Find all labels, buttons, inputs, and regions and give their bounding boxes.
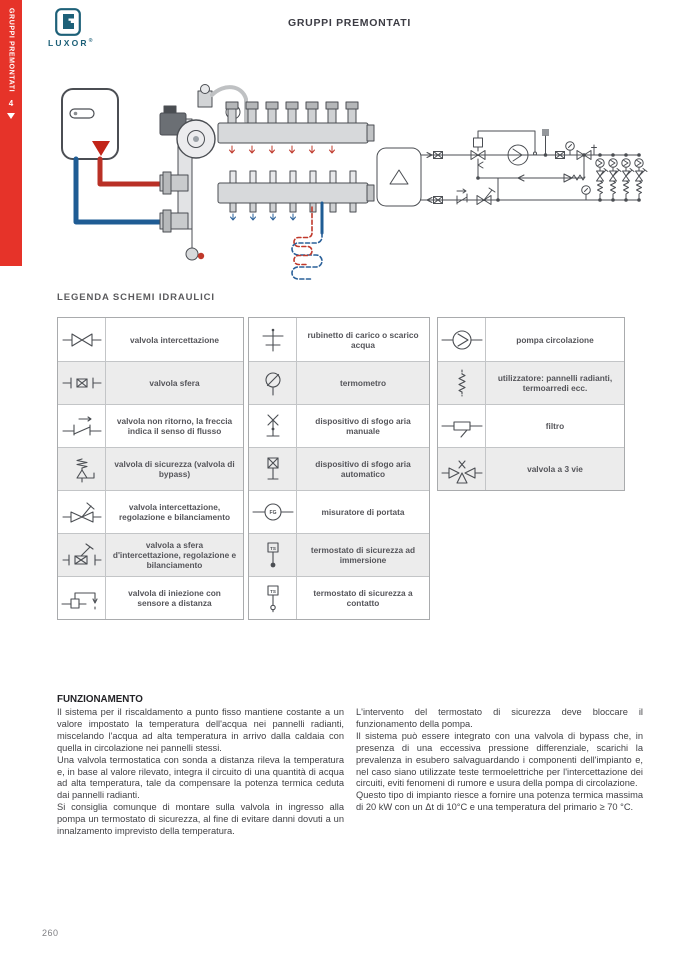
legend-row — [58, 447, 243, 490]
chapter-tab[interactable] — [0, 0, 22, 266]
legend-table-1 — [57, 317, 244, 620]
legend-label: filtro — [545, 421, 565, 431]
legend-label: valvola a sfera d'intercettazione, regolazione e bilanciamento — [112, 540, 237, 570]
funzionamento-heading: FUNZIONAMENTO — [57, 694, 143, 705]
radiant-circuits — [596, 154, 647, 202]
legend-row — [58, 576, 243, 619]
legend-heading: LEGENDA SCHEMI IDRAULICI — [57, 292, 215, 303]
legend-row — [249, 404, 429, 447]
legend-row — [58, 361, 243, 404]
funzionamento-column-right — [356, 707, 643, 814]
funzionamento-column-left — [57, 707, 344, 838]
manifold-illustration-image — [40, 83, 375, 288]
bottom-manifold — [218, 183, 368, 203]
immersion-thermostat-icon — [249, 534, 297, 576]
three-way-valve-icon — [438, 448, 486, 490]
registered-mark: ® — [88, 38, 93, 45]
chapter-number: 4 — [8, 99, 14, 109]
shutoff-valve-icon — [58, 318, 106, 361]
svg-text:FG: FG — [269, 510, 276, 516]
contact-thermostat-icon — [249, 577, 297, 619]
flow-meter-icon — [249, 491, 297, 533]
paragraph: Una valvola termostatica con sonda a distanza rileva la temperatura e, in base al valore rilevato, integra il circuito di una quantità di acqua ad alta temperatura, tale da compensare la potenza termica ceduta dai pannelli radianti. — [57, 754, 344, 801]
legend-row — [438, 404, 624, 447]
legend-row — [438, 447, 624, 490]
legend-row — [249, 533, 429, 576]
balancing-valve-icon — [58, 491, 106, 533]
legend-row — [58, 490, 243, 533]
schematic-boiler — [377, 148, 421, 206]
check-valve-icon — [58, 405, 106, 447]
legend-label: valvola sfera — [149, 378, 200, 388]
legend-label: valvola di sicurezza (valvola di bypass) — [114, 459, 235, 479]
paragraph: Si consiglia comunque di montare sulla valvola in ingresso alla pompa un termostato di sicurezza, al fine di evitare danni dovuti a un innalzamento imprevisto della temperatura. — [57, 802, 344, 837]
drain-knob — [198, 253, 204, 259]
filter-icon — [438, 405, 486, 447]
thermometer-icon — [249, 362, 297, 404]
legend-row — [249, 490, 429, 533]
legend-label: pompa circolazione — [516, 334, 594, 345]
schematic-thermostat — [542, 129, 549, 136]
paragraph: Il sistema può essere integrato con una valvola di bypass che, in presenza di una eccessiva pressione differenziale, scarichi la prevalenza in esubero salvaguardando i componenti dell'impianto e, nel caso siano utilizzate teste termoelettriche per l'intercettazione dei circuiti, eviti fenomeni di rumore e usura della pompa di circolazione. — [356, 730, 643, 789]
fill-drain-cock-icon — [249, 318, 297, 361]
chapter-tab-label: GRUPPI PREMONTATI — [7, 8, 15, 93]
legend-row — [249, 576, 429, 619]
legend-label: valvola intercettazione — [130, 334, 219, 345]
radiant-panel-icon — [438, 362, 486, 404]
floor-coil-red — [294, 207, 312, 265]
boiler — [62, 89, 118, 159]
hydraulic-schematic-image — [372, 122, 672, 240]
safety-valve-icon — [58, 448, 106, 490]
ball-valve-icon — [58, 362, 106, 404]
circulation-pump-icon — [438, 318, 486, 361]
manual-air-vent-icon — [249, 405, 297, 447]
luxor-logo-text: LUXOR® — [48, 38, 93, 48]
legend-label: valvola intercettazione, regolazione e bilanciamento — [118, 502, 231, 522]
page-title: GRUPPI PREMONTATI — [288, 17, 411, 29]
legend-label: dispositivo di sfogo aria automatico — [315, 459, 411, 479]
legend-table-3 — [437, 317, 625, 491]
paragraph: L'intervento del termostato di sicurezza deve bloccare il funzionamento della pompa. — [356, 707, 643, 729]
top-manifold — [218, 123, 368, 143]
paragraph: Questo tipo di impianto riesce a fornire una potenza termica massima di 20 kW con un Δt di 10°C e una temperatura del primario ≥ 70 °C. — [356, 790, 643, 813]
legend-row — [249, 447, 429, 490]
legend-label: termostato di sicurezza a contatto — [313, 588, 413, 608]
legend-label: utilizzatore: pannelli radianti, termoarredi ecc. — [497, 373, 613, 393]
legend-label: dispositivo di sfogo aria manuale — [315, 416, 411, 436]
chapter-arrow-icon — [7, 113, 15, 119]
legend-label: rubinetto di carico o scarico acqua — [307, 329, 419, 350]
page-number: 260 — [42, 928, 59, 938]
legend-label: valvola non ritorno, la freccia indica il senso di flusso — [116, 416, 233, 436]
legend-row — [249, 318, 429, 361]
supply-pipe — [100, 159, 164, 184]
legend-row — [58, 404, 243, 447]
svg-text:TS: TS — [269, 546, 276, 551]
paragraph: Il sistema per il riscaldamento a punto fisso mantiene costante a un valore impostato la temperatura dell'acqua nei pannelli radianti, miscelando l'acqua ad alta temperatura in arrivo dalla caldaia con quella in circolazione nei pannelli stessi. — [57, 707, 344, 753]
ball-balancing-valve-icon — [58, 534, 106, 576]
legend-row — [249, 361, 429, 404]
auto-air-vent-icon — [249, 448, 297, 490]
legend-row — [58, 533, 243, 576]
legend-label: valvola di iniezione con sensore a distanza — [128, 588, 221, 608]
legend-table-2 — [248, 317, 430, 620]
legend-row — [438, 361, 624, 404]
legend-row — [58, 318, 243, 361]
legend-label: valvola a 3 vie — [527, 464, 583, 474]
legend-label: termometro — [339, 378, 387, 388]
legend-row — [438, 318, 624, 361]
svg-text:TS: TS — [269, 589, 276, 594]
legend-label: misuratore di portata — [321, 507, 405, 517]
injection-valve-icon — [58, 577, 106, 619]
legend-label: termostato di sicurezza ad immersione — [310, 545, 416, 565]
return-pipe — [76, 159, 164, 222]
